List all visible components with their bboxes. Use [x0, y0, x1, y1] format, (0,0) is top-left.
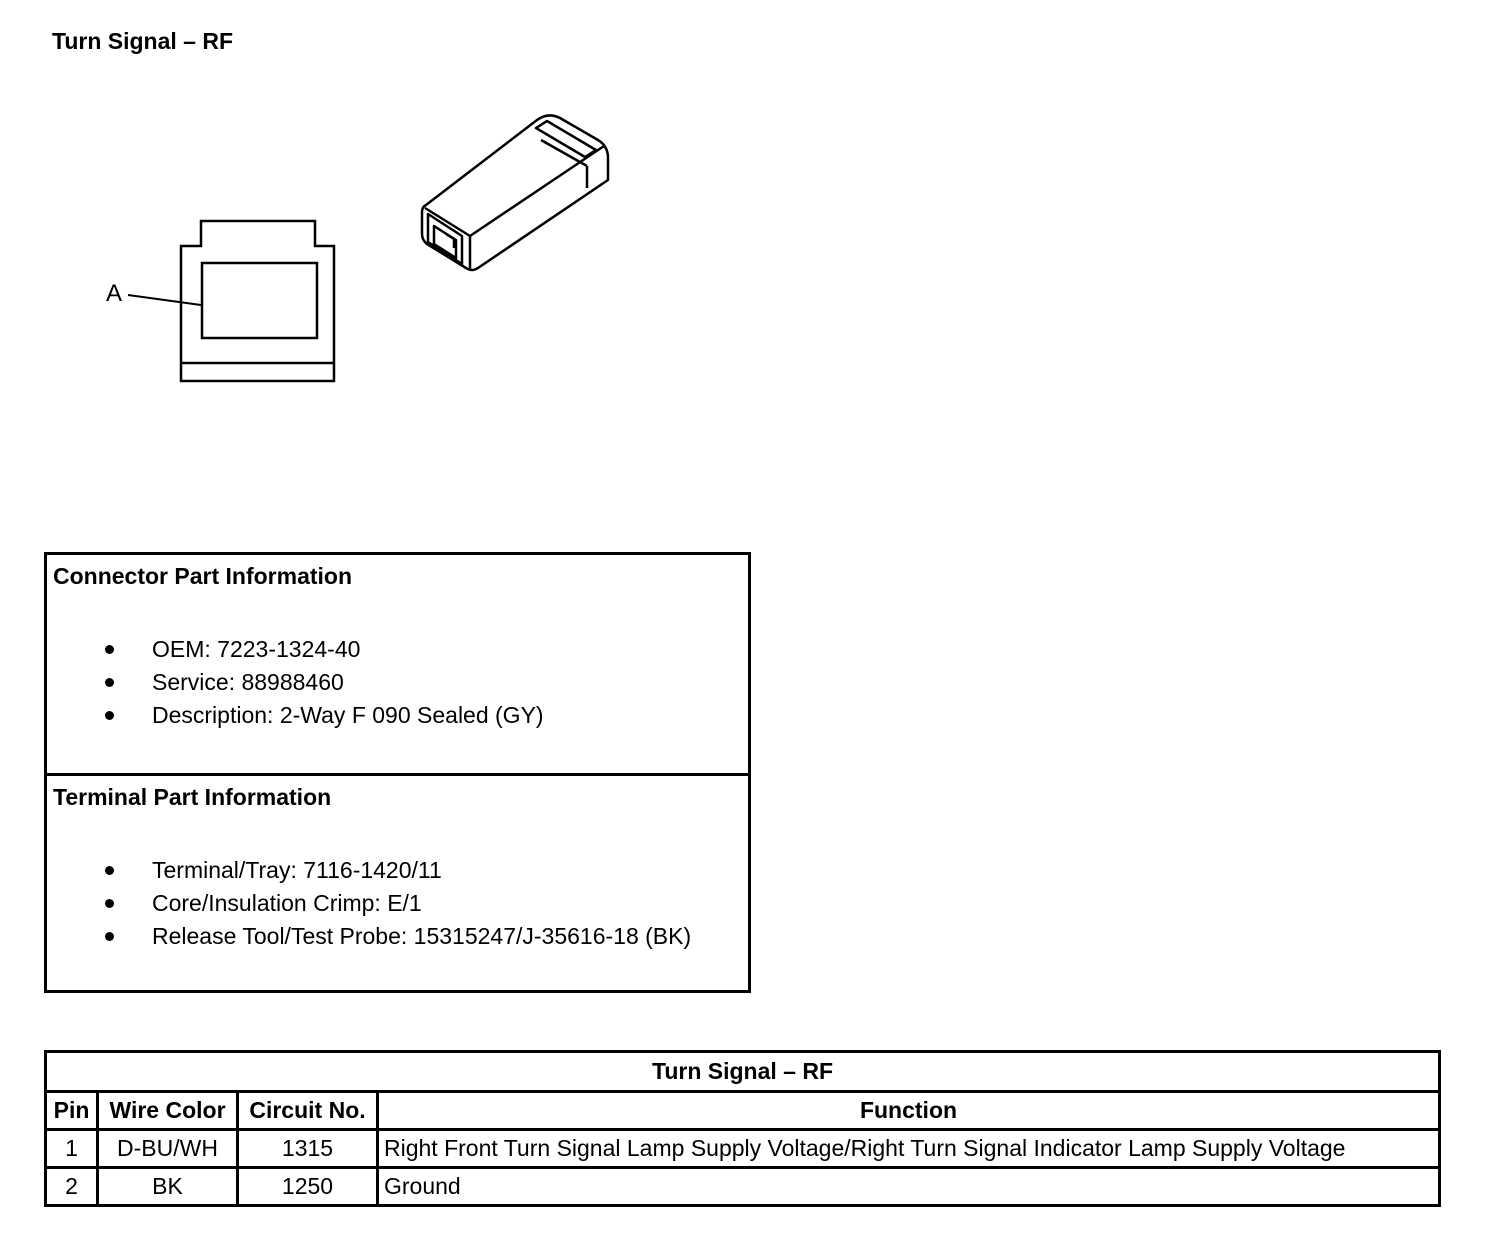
column-header-function: Function [378, 1092, 1440, 1130]
terminal-section-title: Terminal Part Information [53, 784, 332, 810]
list-item [47, 920, 691, 953]
connector-part-section [47, 555, 748, 776]
connector-face-view [128, 221, 334, 381]
pin-cell: 2 [46, 1168, 98, 1206]
table-row [46, 1130, 1440, 1168]
bullet-icon [105, 711, 114, 720]
list-item [47, 699, 544, 732]
list-item-text: Service: 88988460 [152, 669, 344, 695]
list-item-text: OEM: 7223-1324-40 [152, 636, 361, 662]
column-header-circuit-no: Circuit No. [238, 1092, 378, 1130]
connector-section-title: Connector Part Information [53, 563, 353, 589]
callout-a-label: A [106, 280, 123, 307]
table-row [46, 1168, 1440, 1206]
list-item-text: Description: 2-Way F 090 Sealed (GY) [152, 702, 544, 728]
connector-illustration [0, 0, 1504, 520]
bullet-icon [105, 645, 114, 654]
table-caption: Turn Signal – RF [46, 1052, 1440, 1092]
list-item-text: Terminal/Tray: 7116-1420/11 [152, 857, 442, 883]
function-cell: Ground [378, 1168, 1440, 1206]
bullet-icon [105, 866, 114, 875]
list-item [47, 887, 691, 920]
list-item [47, 666, 544, 699]
pin-cell: 1 [46, 1130, 98, 1168]
list-item [47, 854, 691, 887]
column-header-pin: Pin [46, 1092, 98, 1130]
column-header-wire-color: Wire Color [98, 1092, 238, 1130]
table-header-row [46, 1092, 1440, 1130]
list-item [47, 633, 544, 666]
function-cell: Right Front Turn Signal Lamp Supply Voltage/Right Turn Signal Indicator Lamp Supply Voltage [378, 1130, 1440, 1168]
circuit-no-cell: 1315 [238, 1130, 378, 1168]
wire-color-cell: BK [98, 1168, 238, 1206]
circuit-no-cell: 1250 [238, 1168, 378, 1206]
connector-info-list [47, 633, 544, 732]
wire-color-cell: D-BU/WH [98, 1130, 238, 1168]
connector-3d-view [422, 115, 608, 270]
part-information-box [44, 552, 751, 993]
bullet-icon [105, 932, 114, 941]
terminal-info-list [47, 854, 691, 953]
list-item-text: Release Tool/Test Probe: 15315247/J-35616-18 (BK) [152, 923, 692, 949]
page-title: Turn Signal – RF [52, 28, 234, 54]
bullet-icon [105, 678, 114, 687]
bullet-icon [105, 899, 114, 908]
table-caption-row [46, 1052, 1440, 1092]
list-item-text: Core/Insulation Crimp: E/1 [152, 890, 422, 916]
terminal-part-section [47, 776, 748, 990]
pin-table [44, 1050, 1441, 1207]
